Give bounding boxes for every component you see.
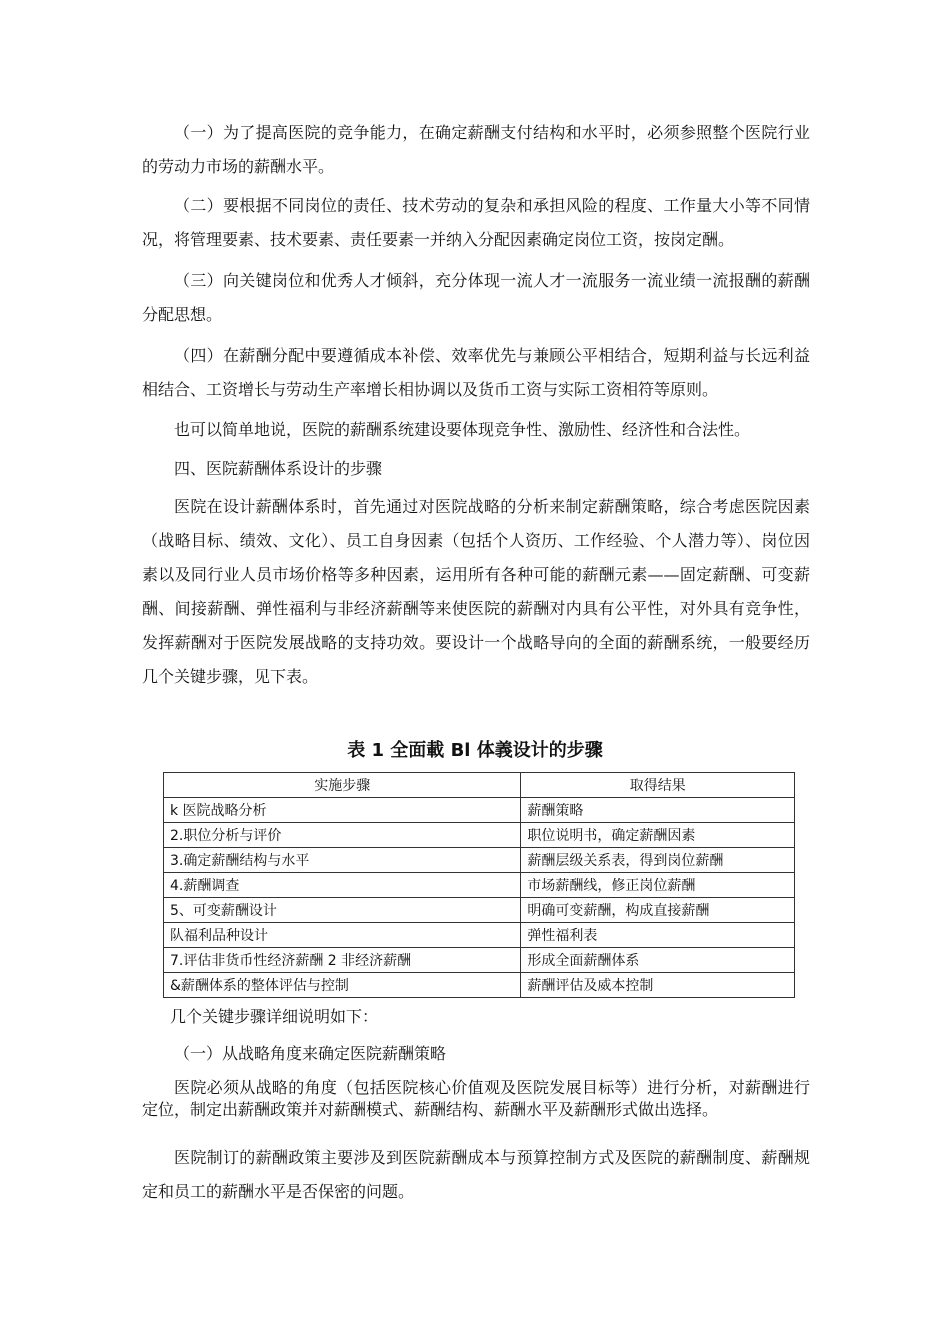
table-row [164,973,795,998]
result-cell: 形成全面薪酬体系 [521,948,795,973]
result-cell: 薪酬层级关系表，得到岗位薪酬 [521,848,795,873]
result-cell: 薪酬策略 [521,798,795,823]
summary-sentence: 也可以简单地说，医院的薪酬系统建设要体现竞争性、激励性、经济性和合法性。 [174,420,751,439]
table-row [164,873,795,898]
table-row [164,898,795,923]
step-cell: 3.确定薪酬结构与水平 [164,848,521,873]
step-cell: 队福利品种设计 [164,923,521,948]
principle-paragraph-3: （三）向关键岗位和优秀人才倾斜，充分体现一流人才一流服务一流业绩一流报酬的薪酬分配思想。 [142,271,810,324]
step-cell: 7.评估非货币性经济薪酬 2 非经济薪酬 [164,948,521,973]
step-cell: 2.职位分析与评价 [164,823,521,848]
principle-paragraph-1: （一）为了提高医院的竞争能力，在确定薪酬支付结构和水平时，必须参照整个医院行业的劳动力市场的薪酬水平。 [142,123,810,176]
subsection-heading: （一）从战略角度来确定医院薪酬策略 [174,1044,447,1063]
table-row [164,823,795,848]
column-header-results: 取得结果 [521,773,795,798]
principle-paragraph-4: （四）在薪酬分配中要遵循成本补偿、效率优先与兼顾公平相结合，短期利益与长远利益相结合、工资增长与劳动生产率增长相协调以及货币工资与实际工资相符等原则。 [142,346,810,399]
step-cell: &薪酬体系的整体评估与控制 [164,973,521,998]
column-header-steps: 实施步骤 [164,773,521,798]
table-row [164,923,795,948]
principle-paragraph-2: （二）要根据不同岗位的责任、技术劳动的复杂和承担风险的程度、工作量大小等不同情况，将管理要素、技术要素、责任要素一并纳入分配因素确定岗位工资，按岗定酬。 [142,196,810,249]
steps-intro: 几个关键步骤详细说明如下： [170,1007,379,1026]
result-cell: 弹性福利表 [521,923,795,948]
table-caption: 表 1 全面載 Bl 体義设计的步骤 [347,740,603,761]
step-cell: 4.薪酬调查 [164,873,521,898]
result-cell: 职位说明书，确定薪酬因素 [521,823,795,848]
table-row [164,948,795,973]
step-cell: k 医院战略分析 [164,798,521,823]
steps-table [163,772,795,998]
step-cell: 5、可变薪酬设计 [164,898,521,923]
section-heading: 四、医院薪酬体系设计的步骤 [174,459,383,478]
result-cell: 市场薪酬线，修正岗位薪酬 [521,873,795,898]
closing-paragraph: 医院制订的薪酬政策主要涉及到医院薪酬成本与预算控制方式及医院的薪酬制度、薪酬规定和员工的薪酬水平是否保密的问题。 [142,1148,810,1201]
result-cell: 明确可变薪酬，构成直接薪酬 [521,898,795,923]
section-body: 医院在设计薪酬体系时，首先通过对医院战略的分析来制定薪酬策略，综合考虑医院因素（战略目标、绩效、文化）、员工自身因素（包括个人资历、工作经验、个人潜力等）、岗位因素以及同行业人员市场价格等多种因素，运用所有各种可能的薪酬元素——固定薪酬、可变薪酬、间接薪酬、弹性福利与非经济薪酬等来使医院的薪酬对内具有公平性，对外具有竞争性，发挥薪酬对于医院发展战略的支持功效。要设计一个战略导向的全面的薪酬系统，一般要经历几个关键步骤，见下表。 [142,497,810,686]
table-row [164,798,795,823]
subsection-body: 医院必须从战略的角度（包括医院核心价值观及医院发展目标等）进行分析，对薪酬进行定位，制定出薪酬政策并对薪酬模式、薪酬结构、薪酬水平及薪酬形式做出选择。 [142,1078,810,1119]
table-row [164,848,795,873]
result-cell: 薪酬评估及威本控制 [521,973,795,998]
table-header-row [164,773,795,798]
